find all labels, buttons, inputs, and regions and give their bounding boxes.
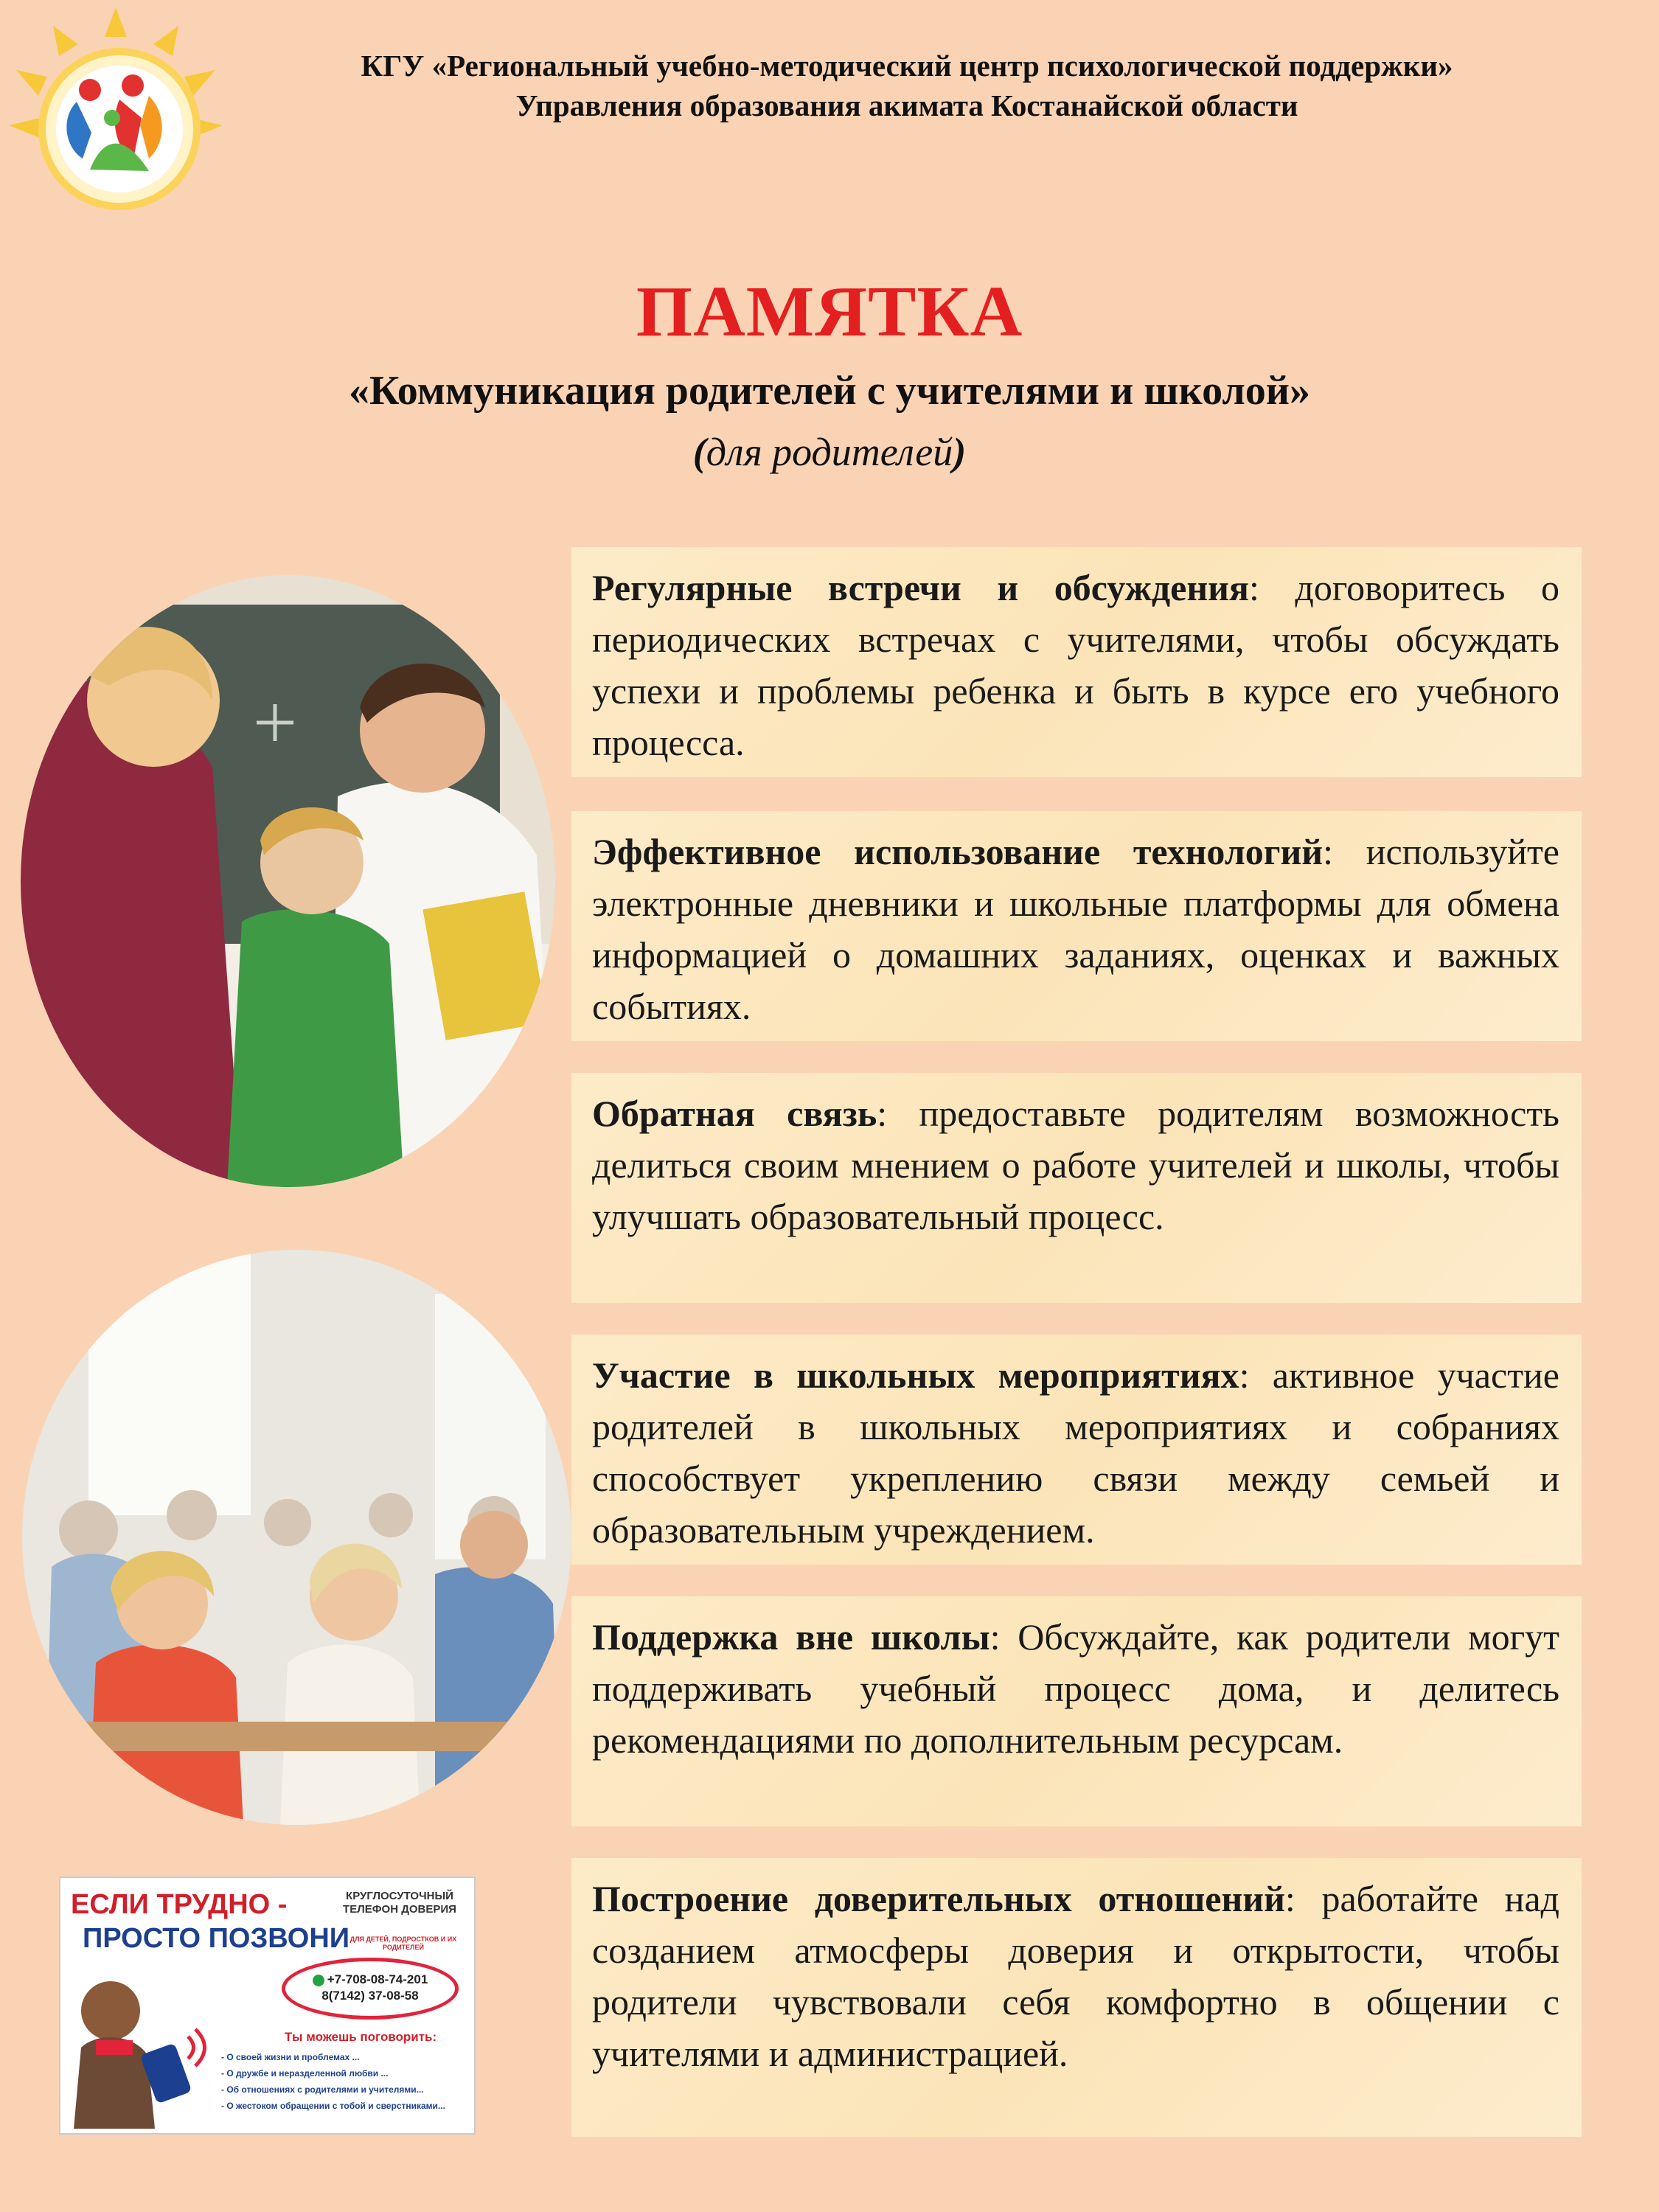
hotline-service: КРУГЛОСУТОЧНЫЙ ТЕЛЕФОН ДОВЕРИЯ <box>343 1890 456 1916</box>
tip-text: : используйте электронные дневники и школьные платформы для обмена информацией о домашних заданиях, оценках и важных событиях. <box>592 831 1559 1027</box>
hotline-topics <box>221 2049 476 2114</box>
tip-card-regular-meetings <box>571 547 1582 777</box>
tip-heading: Участие в школьных мероприятиях <box>592 1354 1239 1396</box>
tip-text: : Обсуждайте, как родители могут поддерживать учебный процесс дома, и делитесь рекомендациями по дополнительным ресурсам. <box>592 1616 1559 1761</box>
tip-text: : договоритесь о периодических встречах с учителями, чтобы обсуждать успехи и проблемы ребенка и быть в курсе его учебного процесса. <box>592 567 1559 763</box>
hotline-topic: - О дружбе и неразделенной любви ... <box>221 2068 389 2079</box>
child-illustration <box>66 1966 214 2132</box>
tip-heading: Регулярные встречи и обсуждения <box>592 567 1249 608</box>
hotline-can-talk: Ты можешь поговорить: <box>284 2030 437 2044</box>
hotline-topic: - Об отношениях с родителями и учителями... <box>221 2084 424 2095</box>
tip-text: : предоставьте родителям возможность делиться своим мнением о работе учителей и школы, чтобы улучшать образовательный процесс. <box>592 1093 1559 1237</box>
hotline-headline-1: ЕСЛИ ТРУДНО - <box>71 1889 288 1920</box>
teacher-parent-child-photo <box>21 575 555 1187</box>
tip-card-feedback <box>571 1073 1582 1303</box>
tip-text: : работайте над созданием атмосферы доверия и открытости, чтобы родители чувствовали себя комфортно в общении с учителями и администрацией. <box>592 1878 1559 2074</box>
audience-label: (для родителей) <box>692 430 967 474</box>
tip-heading: Поддержка вне школы <box>592 1616 990 1658</box>
tip-card-technology <box>571 811 1582 1041</box>
tip-card-school-events <box>571 1335 1582 1565</box>
hotline-phones <box>282 1958 459 2020</box>
tip-card-trust <box>571 1858 1582 2137</box>
tip-text: : активное участие родителей в школьных мероприятиях и собраниях способствует укреплению связи между семьей и образовательным учреждением. <box>592 1354 1559 1551</box>
organization-name <box>221 46 1593 125</box>
hotline-topic: - О своей жизни и проблемах ... <box>221 2052 360 2062</box>
hotline-headline-2: ПРОСТО ПОЗВОНИ <box>83 1923 350 1954</box>
hotline-phone-1: +7-708-08-74-201 <box>327 1972 428 1986</box>
hotline-topic: - О жестоком обращении с тобой и сверстниками... <box>221 2101 445 2111</box>
tip-heading: Построение доверительных отношений <box>592 1878 1285 1919</box>
center-logo <box>9 7 223 221</box>
parents-meeting-photo <box>22 1250 571 1825</box>
hotline-poster <box>59 1877 476 2135</box>
org-line-2: Управления образования акимата Костанайской области <box>515 88 1298 122</box>
tip-heading: Эффективное использование технологий <box>592 831 1324 872</box>
tip-heading: Обратная связь <box>592 1093 877 1134</box>
hotline-phone-2: 8(7142) 37-08-58 <box>321 1989 419 2003</box>
org-line-1: КГУ «Региональный учебно-методический центр психологической поддержки» <box>361 49 1453 83</box>
tip-card-support-outside-school <box>571 1596 1582 1826</box>
page-title: ПАМЯТКА <box>636 272 1023 352</box>
page-subtitle: «Коммуникация родителей с учителями и школой» <box>348 368 1311 414</box>
whatsapp-icon <box>313 1975 324 1986</box>
hotline-audience: ДЛЯ ДЕТЕЙ, ПОДРОСТКОВ И ИХ РОДИТЕЛЕЙ <box>349 1935 457 1951</box>
